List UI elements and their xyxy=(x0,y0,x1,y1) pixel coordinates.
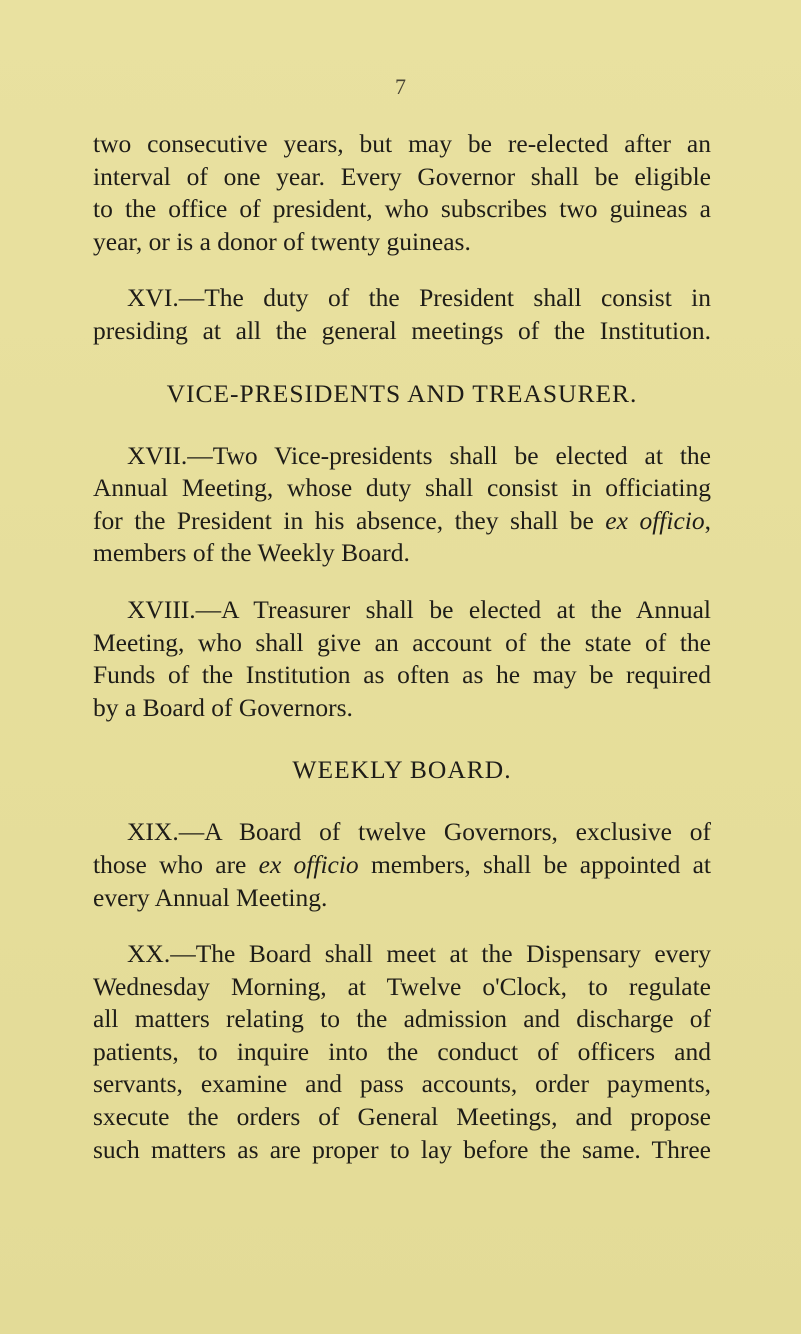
text-line: members of the Weekly Board. xyxy=(93,538,410,568)
rule-xx xyxy=(93,938,711,1166)
text-line: XX.—The Board shall meet at the Dispensary every xyxy=(127,939,711,969)
text-line: to the office of president, who subscribes two guineas a xyxy=(93,194,711,224)
rule-xix xyxy=(93,816,711,914)
text-line: presiding at all the general meetings of the Institution. xyxy=(93,315,711,345)
text-line: interval of one year. Every Governor shall be eligible xyxy=(93,161,711,191)
text-line: by a Board of Governors. xyxy=(93,692,353,722)
text-line: patients, to inquire into the conduct of officers and xyxy=(93,1036,711,1066)
text-line: Meeting, who shall give an account of the state of the xyxy=(93,627,711,657)
section-heading-vice-presidents: VICE-PRESIDENTS AND TREASURER. xyxy=(166,378,638,408)
latin-phrase: ex officio xyxy=(605,505,705,535)
text-line: Annual Meeting, whose duty shall consist in officiating xyxy=(93,473,711,503)
rule-xvi xyxy=(93,282,711,347)
page-number: 7 xyxy=(395,74,406,99)
text-run: members, shall be appointed at xyxy=(358,849,711,879)
paragraph-continuation xyxy=(93,128,711,258)
text-line: two consecutive years, but may be re-elected after an xyxy=(93,129,711,158)
text-line: Funds of the Institution as often as he may be required xyxy=(93,660,711,690)
text-line: such matters as are proper to lay before the same. Three xyxy=(93,1134,711,1164)
text-line xyxy=(93,505,711,538)
text-line: XVI.—The duty of the President shall consist in xyxy=(127,283,711,313)
text-line: sxecute the orders of General Meetings, and propose xyxy=(93,1102,711,1132)
text-line: XIX.—A Board of twelve Governors, exclusive of xyxy=(127,817,711,847)
text-run: for the President in his absence, they shall be xyxy=(93,505,606,535)
page-body xyxy=(93,128,711,1166)
text-line: XVIII.—A Treasurer shall be elected at the Annual xyxy=(127,594,711,624)
text-line: Wednesday Morning, at Twelve o'Clock, to regulate xyxy=(93,971,711,1001)
section-heading-weekly-board: WEEKLY BOARD. xyxy=(292,755,512,785)
text-line xyxy=(93,849,711,882)
rule-xviii xyxy=(93,594,711,724)
rule-xvii xyxy=(93,440,711,570)
text-line: every Annual Meeting. xyxy=(93,882,328,912)
text-line: XVII.—Two Vice-presidents shall be elected at the xyxy=(127,440,711,470)
text-line: all matters relating to the admission and discharge of xyxy=(93,1004,711,1034)
text-line: year, or is a donor of twenty guineas. xyxy=(93,226,471,256)
text-run: , xyxy=(704,505,711,535)
text-line: servants, examine and pass accounts, order payments, xyxy=(93,1069,711,1099)
text-run: those who are xyxy=(93,849,259,879)
latin-phrase: ex officio xyxy=(258,849,359,879)
